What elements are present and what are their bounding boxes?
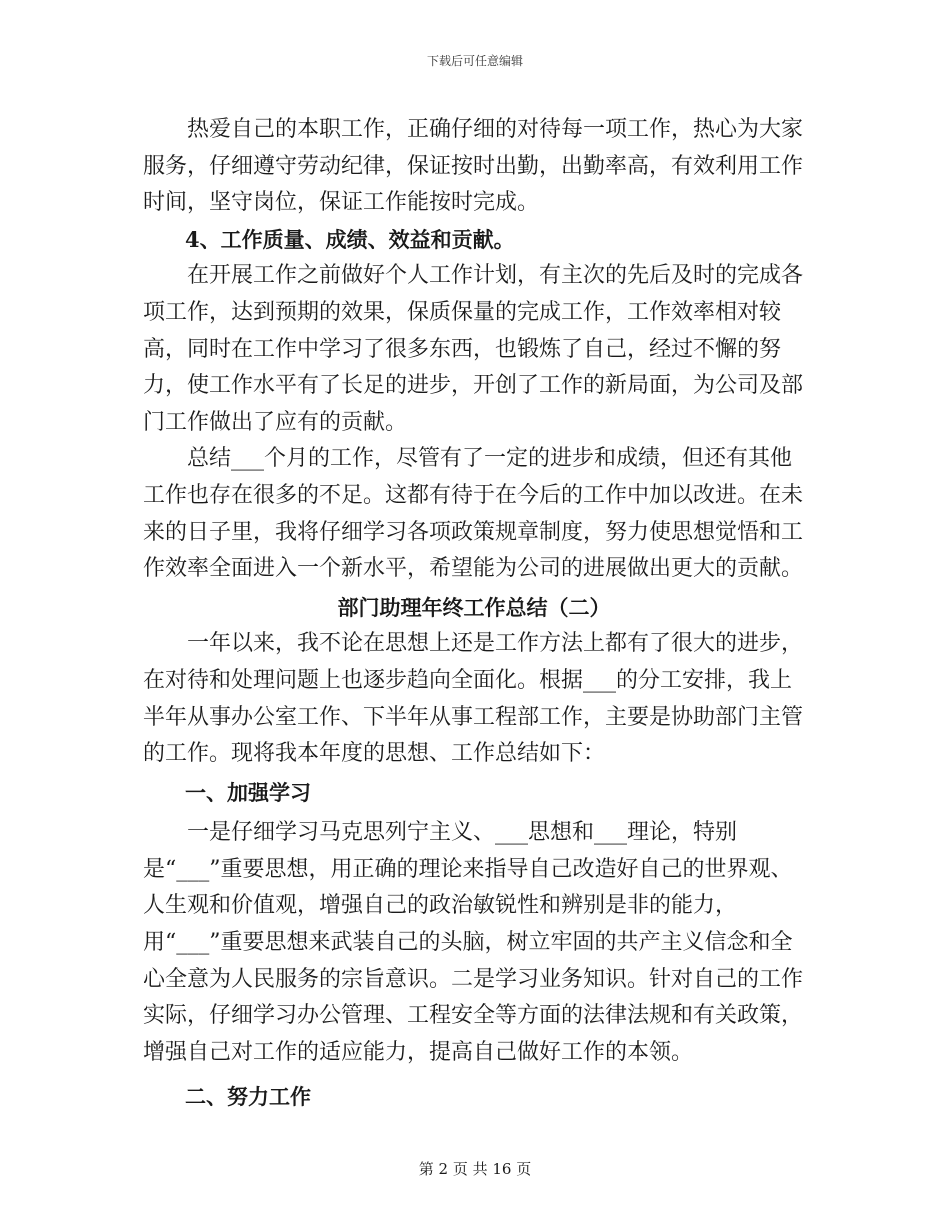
paragraph-intro: 一年以来，我不论在思想上还是工作方法上都有了很大的进步，在对待和处理问题上也逐步趋向全面化。根据___的分工安排，我上半年从事办公室工作、下半年从事工程部工作，主要是协助部门主管的工作。现将我本年度的思想、工作总结如下： bbox=[143, 631, 804, 767]
document-body bbox=[143, 112, 805, 1116]
paragraph-summary: 总结___个月的工作，尽管有了一定的进步和成绩，但还有其他工作也存在很多的不足。这都有待于在今后的工作中加以改进。在未来的日子里，我将仔细学习各项政策规章制度，努力使思想觉悟和工作效率全面进入一个新水平，希望能为公司的进展做出更大的贡献。 bbox=[143, 446, 804, 582]
heading-work: 二、努力工作 bbox=[185, 1084, 311, 1110]
paragraph-attendance: 热爱自己的本职工作，正确仔细的对待每一项工作，热心为大家服务，仔细遵守劳动纪律，保证按时出勤，出勤率高，有效利用工作时间，坚守岗位，保证工作能按时完成。 bbox=[143, 117, 804, 216]
section-title: 部门助理年终工作总结（二） bbox=[337, 594, 611, 620]
page-header: 下载后可任意编辑 bbox=[426, 54, 523, 68]
page-number: 第 2 页 共 16 页 bbox=[418, 1160, 532, 1178]
paragraph-study: 一是仔细学习马克思列宁主义、___思想和___理论，特别是“___”重要思想，用正确的理论来指导自己改造好自己的世界观、人生观和价值观，增强自己的政治敏锐性和辨别是非的能力，用“___”重要思想来武装自己的头脑，树立牢固的共产主义信念和全心全意为人民服务的宗旨意识。二是学习业务知识。针对自己的工作实际，仔细学习办公管理、工程安全等方面的法律法规和有关政策，增强自己对工作的适应能力，提高自己做好工作的本领。 bbox=[143, 820, 804, 1065]
paragraph-work-quality: 在开展工作之前做好个人工作计划，有主次的先后及时的完成各项工作，达到预期的效果，保质保量的完成工作，工作效率相对较高，同时在工作中学习了很多东西，也锻炼了自己，经过不懈的努力，使工作水平有了长足的进步，开创了工作的新局面，为公司及部门工作做出了应有的贡献。 bbox=[143, 263, 804, 435]
heading-work-quality: 4、工作质量、成绩、效益和贡献。 bbox=[185, 226, 515, 252]
heading-study: 一、加强学习 bbox=[185, 779, 311, 805]
